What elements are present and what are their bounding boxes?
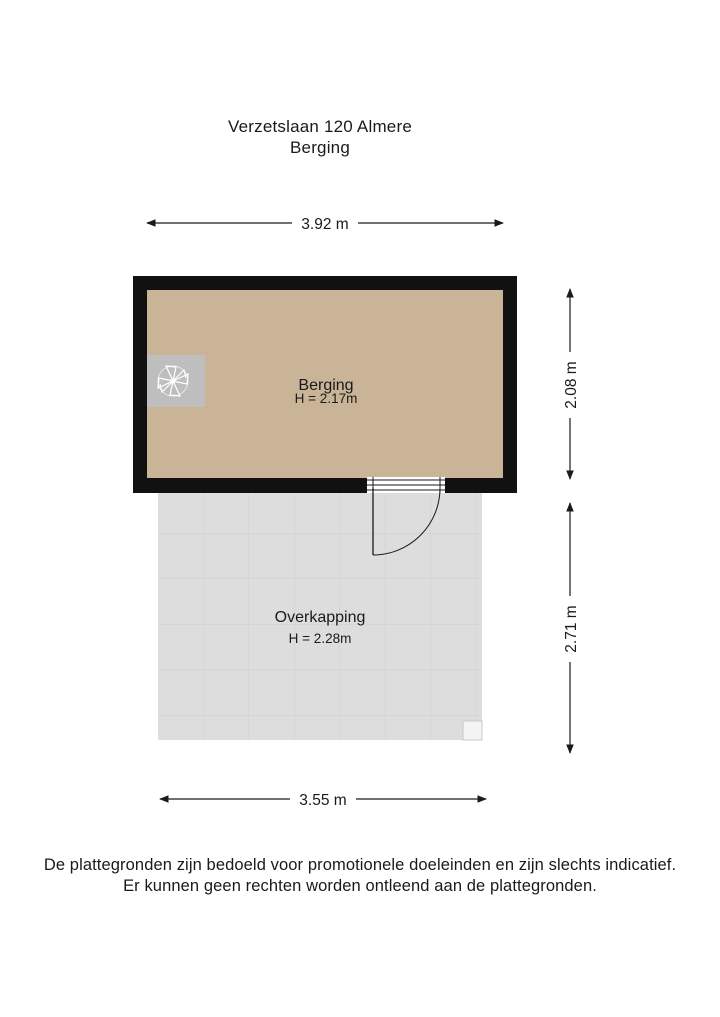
- dimension-top-width-label: 3.92 m: [301, 216, 349, 233]
- berging-height: H = 2.17m: [294, 391, 358, 406]
- dimension-right-lower-label: 2.71 m: [563, 605, 580, 653]
- disclaimer-line-1: De plattegronden zijn bedoeld voor promotionele doeleinden en zijn slechts indicatief.: [43, 856, 677, 874]
- plan-floor-name: Berging: [290, 138, 350, 157]
- dimension-bottom-width: [160, 792, 486, 809]
- plan-address: Verzetslaan 120 Almere: [228, 117, 412, 136]
- post-block: [463, 721, 482, 740]
- dimension-bottom-width-label: 3.55 m: [299, 792, 347, 809]
- fixture-block: [147, 355, 205, 407]
- room-overkapping: [158, 488, 482, 740]
- overkapping-label: Overkapping: [274, 609, 366, 626]
- dimension-right-upper: [563, 289, 580, 479]
- fan-icon: [147, 355, 205, 407]
- dimension-right-lower: [563, 503, 580, 753]
- overkapping-height: H = 2.28m: [288, 631, 352, 646]
- disclaimer-line-2: Er kunnen geen rechten worden ontleend aan de plattegronden.: [123, 877, 597, 895]
- dimension-right-upper-label: 2.08 m: [563, 361, 580, 409]
- dimension-top-width: [147, 216, 503, 233]
- berging-label: Berging: [298, 377, 354, 394]
